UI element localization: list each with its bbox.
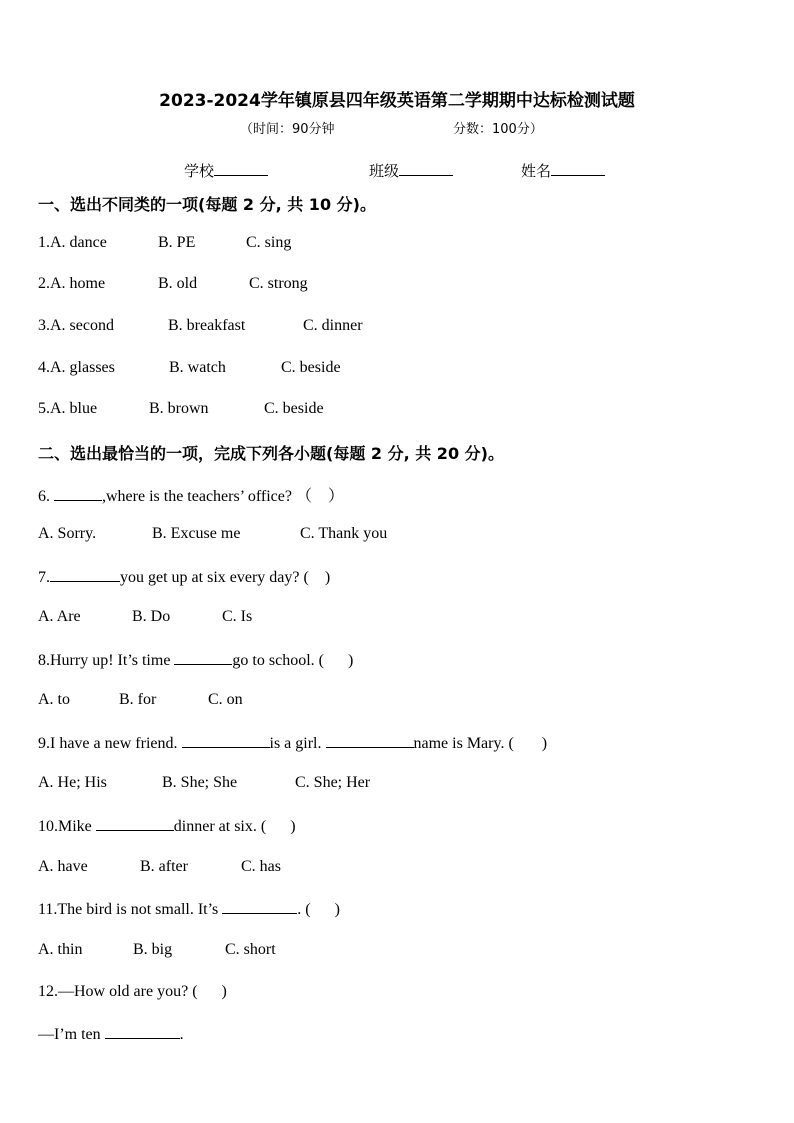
- option-a: A. Are: [38, 608, 81, 625]
- answer-blank[interactable]: [326, 733, 414, 748]
- question-9: [38, 733, 547, 753]
- question-number: 5.: [38, 400, 50, 417]
- option-b: B. big: [133, 941, 173, 958]
- name-blank[interactable]: [551, 161, 605, 176]
- question-text: . (: [297, 901, 311, 918]
- answer-blank[interactable]: [182, 733, 270, 748]
- question-8: [38, 650, 353, 670]
- option-a: A. dance: [50, 234, 107, 251]
- answer-paren[interactable]: ): [221, 983, 227, 1000]
- class-field: [369, 160, 453, 181]
- question-text: you get up at six every day? (: [120, 569, 309, 586]
- answer-paren[interactable]: ): [347, 652, 354, 669]
- question-11: [38, 899, 340, 919]
- question-9-options: [38, 774, 370, 792]
- name-field: [521, 160, 605, 181]
- option-c: C. She; Her: [295, 774, 371, 791]
- option-b: B. for: [119, 691, 157, 708]
- page-title: 2023-2024学年镇原县四年级英语第二学期期中达标检测试题: [159, 91, 635, 111]
- answer-blank[interactable]: [222, 899, 297, 914]
- option-a: A. second: [50, 317, 114, 334]
- option-b: B. PE: [158, 234, 196, 251]
- option-b: B. after: [140, 858, 188, 875]
- question-text: 10.Mike: [38, 818, 96, 835]
- question-8-options: [38, 691, 243, 709]
- school-label: 学校: [184, 162, 215, 180]
- answer-blank[interactable]: [54, 486, 102, 501]
- option-c: C. sing: [246, 234, 292, 251]
- question-text: 8.Hurry up! It’s time: [38, 652, 175, 669]
- question-7: [38, 567, 330, 587]
- option-c: C. Is: [222, 608, 253, 625]
- option-a: A. Sorry.: [38, 525, 97, 542]
- option-a: A. He; His: [38, 774, 107, 791]
- question-6-options: [38, 525, 387, 543]
- option-b: B. brown: [149, 400, 209, 417]
- name-label: 姓名: [521, 162, 552, 180]
- question-10: [38, 816, 296, 836]
- question-text: go to school. (: [232, 652, 324, 669]
- question-text: 11.The bird is not small. It’s: [38, 901, 223, 918]
- question-7-options: [38, 608, 252, 626]
- question-text: name is Mary. (: [413, 735, 514, 752]
- class-label: 班级: [369, 162, 400, 180]
- question-10-options: [38, 858, 281, 876]
- answer-paren[interactable]: （ ）: [295, 488, 344, 505]
- option-b: B. old: [158, 275, 198, 292]
- option-a: A. glasses: [50, 359, 115, 376]
- option-a: A. blue: [50, 400, 98, 417]
- option-c: C. has: [241, 858, 281, 875]
- option-b: B. She; She: [162, 774, 238, 791]
- option-b: B. Excuse me: [152, 525, 241, 542]
- question-text: is a girl.: [269, 735, 326, 752]
- option-c: C. short: [225, 941, 276, 958]
- school-field: [184, 160, 268, 181]
- answer-blank[interactable]: [174, 650, 232, 665]
- option-c: C. beside: [281, 359, 341, 376]
- question-number: 3.: [38, 317, 50, 334]
- option-c: C. strong: [249, 275, 308, 292]
- question-number: 4.: [38, 359, 50, 376]
- question-12-answer: [38, 1024, 184, 1044]
- option-a: A. home: [50, 275, 106, 292]
- question-number: 1.: [38, 234, 50, 251]
- question-text: 12.—How old are you? (: [38, 983, 198, 1000]
- section1-heading: 一、选出不同类的一项(每题 2 分, 共 10 分)。: [38, 195, 376, 214]
- question-5: [38, 400, 324, 418]
- option-c: C. dinner: [303, 317, 363, 334]
- option-b: B. Do: [132, 608, 171, 625]
- question-text: ,where is the teachers’ office?: [102, 488, 292, 505]
- option-a: A. have: [38, 858, 88, 875]
- option-b: B. watch: [169, 359, 226, 376]
- answer-paren[interactable]: ): [324, 569, 331, 586]
- question-2: [38, 275, 308, 293]
- answer-blank[interactable]: [96, 816, 174, 831]
- exam-score: 分数：100分）: [453, 122, 543, 137]
- question-4: [38, 359, 341, 377]
- question-6: [38, 483, 344, 506]
- option-c: C. on: [208, 691, 243, 708]
- answer-paren[interactable]: ): [541, 735, 548, 752]
- exam-time: （时间：90分钟: [240, 122, 335, 137]
- option-a: A. to: [38, 691, 70, 708]
- question-11-options: [38, 941, 276, 959]
- option-b: B. breakfast: [168, 317, 246, 334]
- answer-paren[interactable]: ): [290, 818, 296, 835]
- answer-paren[interactable]: ): [334, 901, 340, 918]
- question-text: .: [179, 1026, 184, 1043]
- section2-heading: 二、选出最恰当的一项，完成下列各小题(每题 2 分, 共 20 分)。: [38, 444, 504, 463]
- question-1: [38, 234, 291, 252]
- question-12: [38, 983, 227, 1001]
- school-blank[interactable]: [214, 161, 268, 176]
- question-text: dinner at six. (: [173, 818, 267, 835]
- class-blank[interactable]: [399, 161, 453, 176]
- question-3: [38, 317, 363, 335]
- option-a: A. thin: [38, 941, 83, 958]
- answer-blank[interactable]: [105, 1024, 180, 1039]
- question-number: 2.: [38, 275, 50, 292]
- option-c: C. Thank you: [300, 525, 388, 542]
- question-text: 7.: [38, 569, 50, 586]
- question-text: 9.I have a new friend.: [38, 735, 182, 752]
- question-text: —I’m ten: [38, 1026, 105, 1043]
- question-text: 6.: [38, 488, 54, 505]
- answer-blank[interactable]: [50, 567, 120, 582]
- option-c: C. beside: [264, 400, 324, 417]
